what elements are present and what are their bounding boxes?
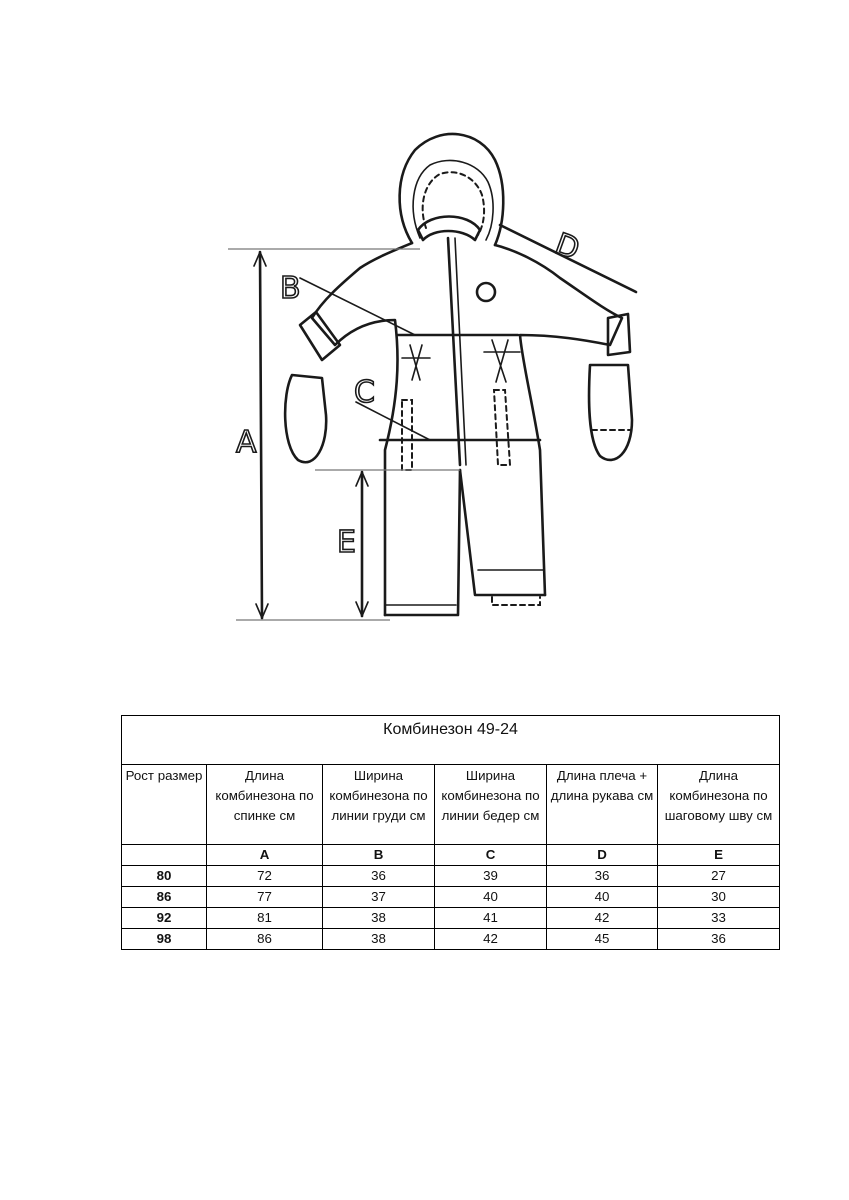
value-cell: 42 xyxy=(435,929,547,950)
value-cell: 72 xyxy=(207,866,323,887)
value-cell: 41 xyxy=(435,908,547,929)
dimension-b-pointer xyxy=(300,278,415,335)
letter-cell: E xyxy=(658,845,780,866)
size-cell: 86 xyxy=(122,887,207,908)
header-d: Длина плеча + длина рукава см xyxy=(547,765,658,845)
right-sleeve-cuff xyxy=(608,314,630,355)
label-a: A xyxy=(236,425,257,460)
value-cell: 36 xyxy=(323,866,435,887)
size-table xyxy=(121,715,780,950)
table-title: Комбинезон 49-24 xyxy=(122,716,780,765)
table-title-row xyxy=(122,716,780,765)
label-e: E xyxy=(337,525,356,560)
dimension-a-arrow xyxy=(260,252,262,618)
header-b: Ширина комбинезона по линии груди см xyxy=(323,765,435,845)
header-a: Длина комбинезона по спинке см xyxy=(207,765,323,845)
letter-cell: C xyxy=(435,845,547,866)
value-cell: 38 xyxy=(323,908,435,929)
value-cell: 38 xyxy=(323,929,435,950)
value-cell: 39 xyxy=(435,866,547,887)
chest-logo xyxy=(477,283,495,301)
zipper-edge xyxy=(455,238,466,465)
left-chest-decoration xyxy=(402,345,430,380)
value-cell: 36 xyxy=(658,929,780,950)
label-b: B xyxy=(280,271,301,306)
value-cell: 40 xyxy=(547,887,658,908)
value-cell: 77 xyxy=(207,887,323,908)
right-chest-decoration xyxy=(484,340,520,382)
header-c: Ширина комбинезона по линии бедер см xyxy=(435,765,547,845)
size-cell: 98 xyxy=(122,929,207,950)
body-outline-right xyxy=(495,245,622,595)
value-cell: 40 xyxy=(435,887,547,908)
right-mitten xyxy=(589,365,632,460)
value-cell: 86 xyxy=(207,929,323,950)
zipper xyxy=(448,238,460,465)
header-size: Рост размер xyxy=(122,765,207,845)
left-sleeve-cuff xyxy=(300,312,340,360)
value-cell: 30 xyxy=(658,887,780,908)
value-cell: 36 xyxy=(547,866,658,887)
right-pocket xyxy=(494,390,510,465)
value-cell: 42 xyxy=(547,908,658,929)
left-mitten xyxy=(285,375,326,462)
letter-cell-empty xyxy=(122,845,207,866)
letter-cell: D xyxy=(547,845,658,866)
table-row xyxy=(122,929,780,950)
right-leg xyxy=(460,470,545,595)
label-d: D xyxy=(550,226,585,268)
value-cell: 27 xyxy=(658,866,780,887)
value-cell: 33 xyxy=(658,908,780,929)
value-cell: 45 xyxy=(547,929,658,950)
table-row xyxy=(122,866,780,887)
table-header-row xyxy=(122,765,780,845)
hood-collar xyxy=(418,217,480,241)
value-cell: 37 xyxy=(323,887,435,908)
value-cell: 81 xyxy=(207,908,323,929)
left-pocket xyxy=(402,400,412,470)
size-cell: 80 xyxy=(122,866,207,887)
left-leg xyxy=(385,470,460,615)
table-letter-row xyxy=(122,845,780,866)
table-row xyxy=(122,887,780,908)
header-e: Длина комбинезона по шаговому шву см xyxy=(658,765,780,845)
letter-cell: A xyxy=(207,845,323,866)
table-row xyxy=(122,908,780,929)
letter-cell: B xyxy=(323,845,435,866)
right-boot-strap xyxy=(492,597,540,605)
size-cell: 92 xyxy=(122,908,207,929)
label-c: C xyxy=(354,375,375,410)
